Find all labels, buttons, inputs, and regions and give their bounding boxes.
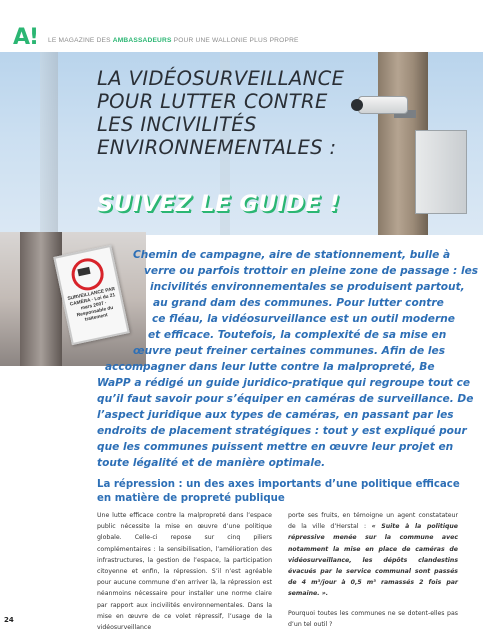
surveillance-sign: SURVEILLANCE PAR CAMÉRA · Loi du 21 mars 2007 · Responsable du traitement: [53, 245, 129, 345]
section-heading: La répression : un des axes importants d’une politique efficace en matière de propreté publique: [97, 479, 460, 504]
magazine-logo: A!: [13, 25, 39, 50]
testimonial-quote: « Suite à la politique répressive menée sur la commune avec notamment la mise en place de caméras de vidéosurveillance, les dépôts clandestins évacués par le service communal sont passés de 4 m³/jour à 0,5 m³ ramassés 2 fois par semaine. ».: [288, 523, 458, 598]
magazine-tagline: LE MAGAZINE DES AMBASSADEURS POUR UNE WALLONIE PLUS PROPRE: [48, 37, 299, 44]
article-subtitle: SUIVEZ LE GUIDE !: [97, 191, 341, 217]
body-column-left: Une lutte efficace contre la malpropreté dans l’espace public nécessite la mise en œuvre d’une politique globale. Celle-ci repose sur cinq piliers complémentaires : la sensibilisation, l’amélioration des infrastructures, la gestion de l’espace, la participation citoyenne et enfin, la répression. S’il n’est agréable pour aucune commune d’en arriver là, la répression est néanmoins nécessaire pour installer une norme claire par rapport aux incivilités environnementales. Dans la mise en œuvre de ce volet répressif, l’usage de la vidéosurveillance: [97, 512, 272, 632]
surveillance-sign-photo: [0, 232, 146, 366]
magazine-page: A! LE MAGAZINE DES AMBASSADEURS POUR UNE WALLONIE PLUS PROPRE LA VIDÉOSURVEILLANCE POUR LUTTER CONTRE LES INCIVILITÉS ENVIRONNEMENTALES : SUIVEZ LE GUIDE ! SURVEILLANCE PAR CAMÉRA · Loi du 21 mars 2007 · Responsable du traitement Chemin de campagne, aire de stationnement, bulle à verre ou parfois trottoir en pleine zone de passage : les incivilités environnementales se produisent partout, au grand dam des communes. Pour lutter contre ce fléau, la vidéosurveillance est un outil moderne et efficace. Toutefois, la complexité de sa mise en œuvre peut freiner certaines communes. Afin de les accompagner dans leur lutte contre la malpropreté, Be WaPP a rédigé un guide juridico-pratique qui regroupe tout ce qu’il faut savoir pour s’équiper en caméras de surveillance. De l’aspect juridique aux types de caméras, en passant par les endroits de placement stratégiques : tout y est expliqué pour que les communes puissent mettre en œuvre leur projet en toute légalité et de manière optimale. La répression : un des axes importants d’une politique efficace en matière de propreté publique Une lutte efficace contre la malpropreté dans l’espace public nécessite la mise en œuvre d’une politique globale. Celle-ci repose sur cinq piliers complémentaires : la sensibilisation, l’amélioration des infrastructures, la gestion de l’espace, la participation citoyenne et enfin, la répression. S’il n’est agréable pour aucune commune d’en arriver là, la répression est néanmoins nécessaire pour installer une norme claire par rapport aux incivilités environnementales. Dans la mise en œuvre de ce volet répressif, l’usage de la vidéosurveillance porte ses fruits, en témoigne un agent constatateur de la ville d’Herstal : « Suite à la politique répressive menée sur la commune avec notamment la mise en place de caméras de vidéosurveillance, les dépôts clandestins évacués par le service communal sont passés de 4 m³/jour à 0,5 m³ ramassés 2 fois par semaine. ». Pourquoi toutes les communes ne se dotent-elles pas d’un tel outil ? 24: [0, 0, 483, 640]
article-title: LA VIDÉOSURVEILLANCE POUR LUTTER CONTRE LES INCIVILITÉS ENVIRONNEMENTALES :: [97, 67, 345, 159]
junction-box: [415, 130, 467, 214]
body-column-right: porte ses fruits, en témoigne un agent constatateur de la ville d’Herstal : « Suite à la politique répressive menée sur la commune avec notamment la mise en place de caméras de vidéosurveillance, les dépôts clandestins évacués par le service communal sont passés de 4 m³/jour à 0,5 m³ ramassés 2 fois par semaine. ». Pourquoi toutes les communes ne se dotent-elles pas d’un tel outil ?: [288, 512, 458, 628]
page-number: 24: [4, 616, 14, 624]
